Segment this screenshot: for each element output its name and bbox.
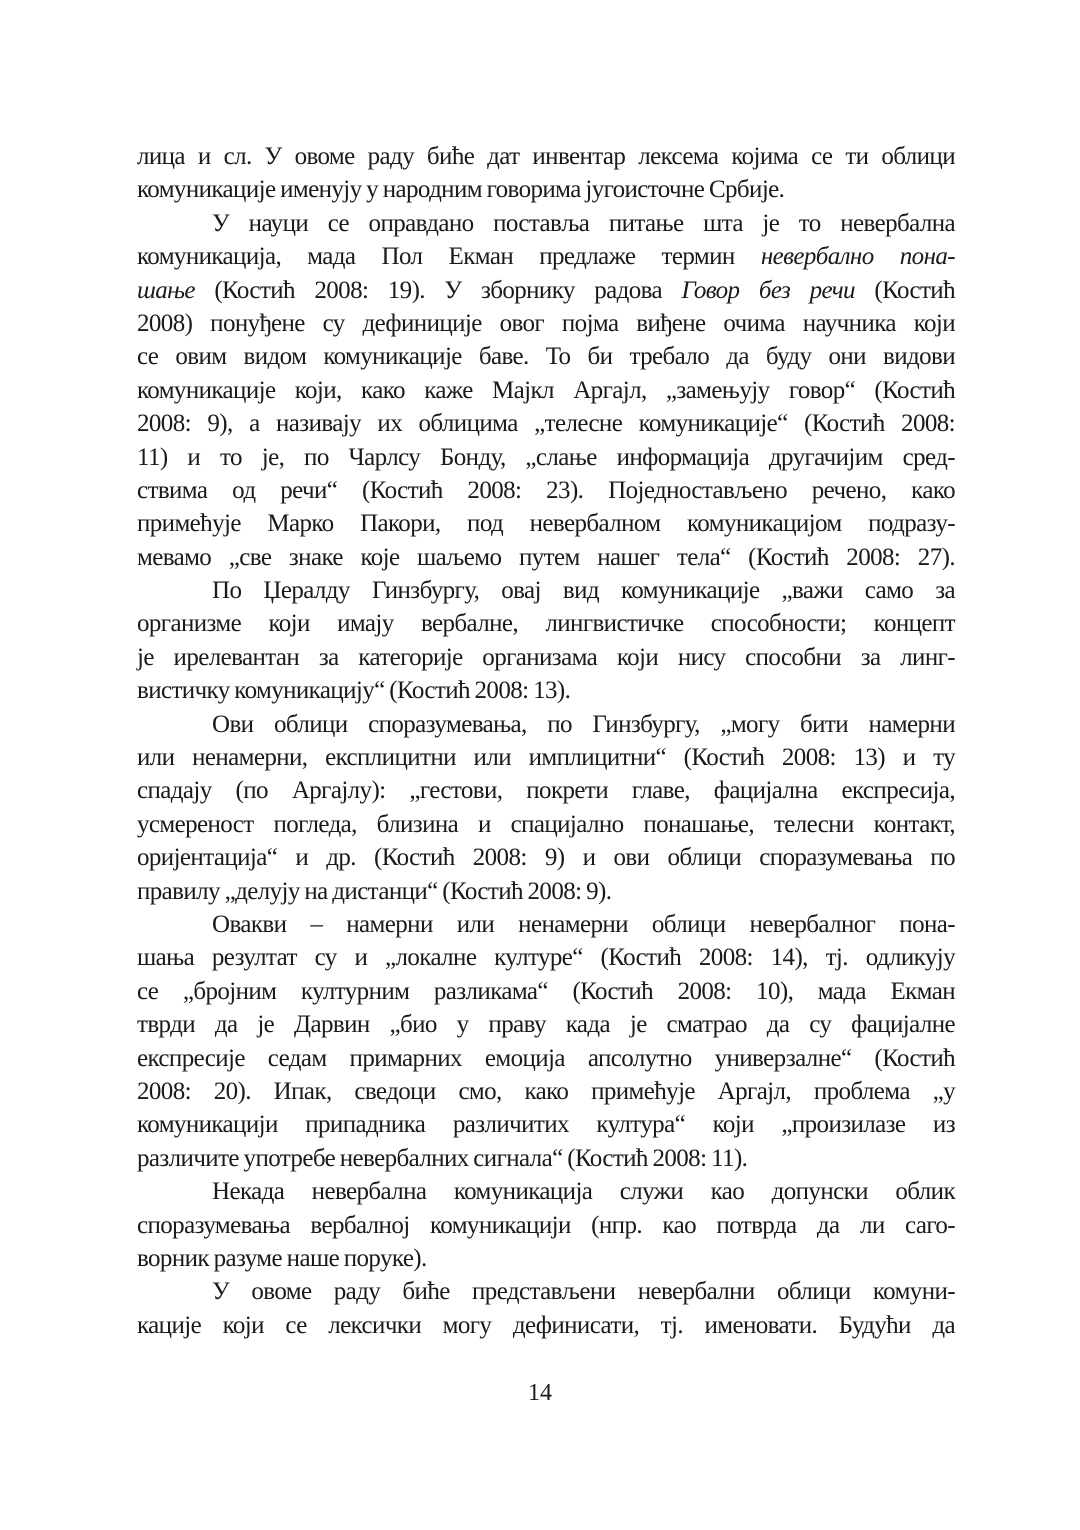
text-line: ствима од речи“ (Костић 2008: 23). Поједностављено речено, како [137,476,955,504]
text-line: лица и сл. У овоме раду биће дат инвентар лексема којима се ти облици [137,143,955,170]
paragraph-7 [137,1275,955,1342]
text-line: комуникације именују у народним говорима југоисточне Србије. [137,176,785,204]
text-line: мевамо „све знаке које шаљемо путем нашег тела“ (Костић 2008: 27). [137,543,955,571]
text-line: се овим видом комуникације баве. То би требало да буду они видови [137,343,955,371]
text-line: ворник разуме наше поруке). [137,1244,427,1272]
text-line: примећује Марко Пакори, под невербалном комуникацијом подразу- [137,510,955,538]
text-segment: (Костић 2008: 19). У зборнику радова [194,276,682,304]
text-line: кације који се лексички могу дефинисати, тј. именовати. Будући да [137,1311,955,1339]
italic-term: невербално пона- [760,243,955,271]
text-line: шања резултат су и „локалне културе“ (Костић 2008: 14), тј. одликују [137,944,955,972]
text-line: усмереност погледа, близина и спацијално понашање, телесни контакт, [137,810,955,838]
text-line: различите употребе невербалних сигнала“ (Костић 2008: 11). [137,1144,748,1172]
paragraph-5 [137,908,955,1175]
paragraph-3 [137,574,955,708]
italic-term: шање [137,276,195,304]
paragraph-2 [137,207,955,574]
text-line: комуникацији припадника различитих култура“ који „произилазе из [137,1111,955,1139]
text-line: Некада невербална комуникација служи као допунски облик [212,1178,955,1206]
text-line: споразумевања вербалној комуникацији (нпр. као потврда да ли саго- [137,1211,955,1239]
text-line [137,240,955,273]
text-segment: (Костић [854,276,955,304]
text-line: оријентација“ и др. (Костић 2008: 9) и ови облици споразумевања по [137,844,955,872]
text-line: 2008: 20). Ипак, сведоци смо, како примећује Аргајл, проблема „у [137,1077,955,1105]
text-line: По Џералду Гинзбургу, овај вид комуникације „важи само за [212,577,955,605]
text-line [137,274,955,307]
document-body [137,140,955,1342]
text-line: експресије седам примарних емоција апсолутно универзалне“ (Костић [137,1044,955,1072]
text-line: 2008) понуђене су дефиниције овог појма виђене очима научника који [137,309,955,337]
text-line: комуникације који, како каже Мајкл Аргајл, „замењују говор“ (Костић [137,376,955,404]
paragraph-4 [137,708,955,908]
text-line: 2008: 9), а називају их облицима „телесне комуникације“ (Костић 2008: [137,410,955,438]
italic-book-title: Говор без речи [681,276,855,304]
text-line: је ирелевантан за категорије организама који нису способни за линг- [137,643,955,671]
text-line: 11) и то је, по Чарлсу Бонду, „слање информација другачијим сред- [137,443,955,471]
text-line: организме који имају вербалне, лингвистичке способности; концепт [137,610,955,638]
text-line: правилу „делују на дистанци“ (Костић 2008: 9). [137,877,612,905]
page-number: 14 [528,1380,552,1406]
text-line: У науци се оправдано поставља питање шта је то невербална [212,209,955,237]
text-segment: комуникација, мада Пол Екман предлаже термин [137,243,761,271]
text-line: тврди да је Дарвин „био у праву када је сматрао да су фацијалне [137,1011,955,1039]
text-line: Ови облици споразумевања, по Гинзбургу, „могу бити намерни [212,710,955,738]
text-line: Овакви – намерни или ненамерни облици невербалног пона- [212,910,955,938]
text-line: вистичку комуникацију“ (Костић 2008: 13). [137,677,571,705]
text-line: се „бројним културним разликама“ (Костић 2008: 10), мада Екман [137,977,955,1005]
text-line: У овоме раду биће представљени невербални облици комуни- [212,1278,955,1306]
text-line: спадају (по Аргајлу): „гестови, покрети главе, фацијална експресија, [137,777,955,805]
paragraph-1 [137,140,955,207]
paragraph-6 [137,1175,955,1275]
text-line: или ненамерни, експлицитни или имплицитни“ (Костић 2008: 13) и ту [137,744,955,772]
